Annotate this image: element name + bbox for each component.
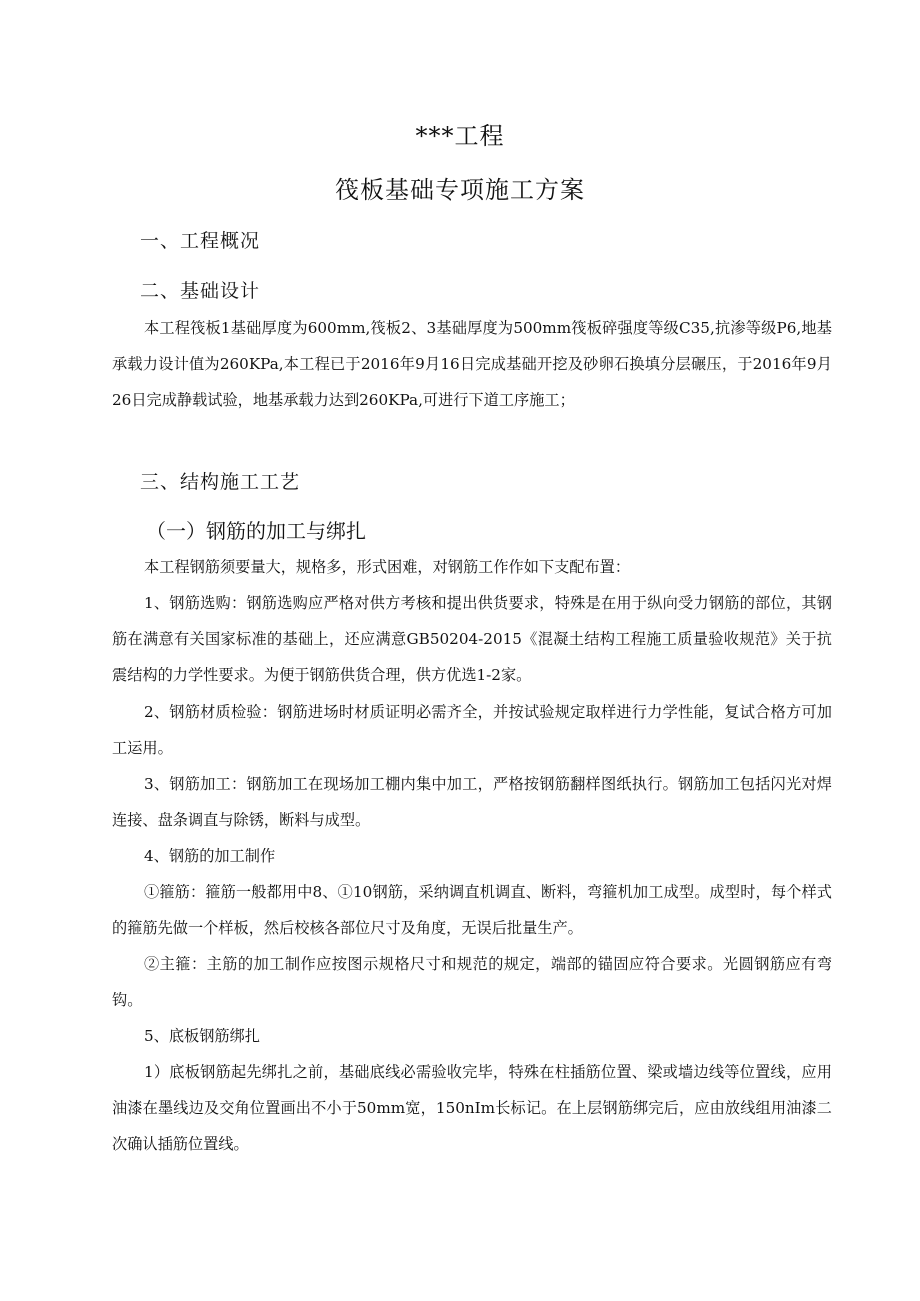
paragraph-rebar-intro: 本工程钢筋须要量大，规格多，形式困难，对钢筋工作作如下支配布置： xyxy=(144,558,630,576)
paragraph-rebar-fabrication: 4、钢筋的加工制作 xyxy=(144,847,276,865)
section-heading-foundation-design: 二、基础设计 xyxy=(140,280,261,302)
document-title: ***工程 xyxy=(415,122,505,150)
paragraph-slab-binding-step1: 1）底板钢筋起先绑扎之前，基础底线必需验收完毕，特殊在柱插筋位置、梁或墙边线等位置线，应用油漆在墨线边及交角位置画出不小于50mm宽，150nIm长标记。在上层钢筋绑完后，应由放线组用油漆二次确认插筋位置线。 xyxy=(112,1063,832,1153)
paragraph-slab-binding: 5、底板钢筋绑扎 xyxy=(144,1027,260,1045)
section-heading-construction-process: 三、结构施工工艺 xyxy=(140,471,301,493)
subsection-heading-rebar: （一）钢筋的加工与绑扎 xyxy=(146,519,366,543)
paragraph-rebar-inspection: 2、钢筋材质检验：钢筋进场时材质证明必需齐全，并按试验规定取样进行力学性能，复试合格方可加工运用。 xyxy=(112,703,832,757)
paragraph-stirrup: ①箍筋：箍筋一般都用中8、①10钢筋，采纳调直机调直、断料，弯箍机加工成型。成型时，每个样式的箍筋先做一个样板，然后校核各部位尺寸及角度，无误后批量生产。 xyxy=(112,883,832,937)
paragraph-rebar-purchase: 1、钢筋选购：钢筋选购应严格对供方考核和提出供货要求，特殊是在用于纵向受力钢筋的部位，其钢筋在满意有关国家标准的基础上，还应满意GB50204-2015《混凝土结构工程施工质量验收规范》关于抗震结构的力学性要求。为便于钢筋供货合理，供方优选1-2家。 xyxy=(112,594,832,684)
section-heading-overview: 一、工程概况 xyxy=(140,230,261,252)
paragraph-main-bar: ②主箍：主筋的加工制作应按图示规格尺寸和规范的规定，端部的锚固应符合要求。光圆钢筋应有弯钩。 xyxy=(112,955,832,1009)
paragraph-rebar-processing: 3、钢筋加工：钢筋加工在现场加工棚内集中加工，严格按钢筋翻样图纸执行。钢筋加工包括闪光对焊连接、盘条调直与除锈，断料与成型。 xyxy=(112,775,832,829)
document-subtitle: 筏板基础专项施工方案 xyxy=(335,176,585,204)
paragraph-foundation-design: 本工程筏板1基础厚度为600mm,筏板2、3基础厚度为500mm筏板碎强度等级C35,抗渗等级P6,地基承载力设计值为260KPa,本工程已于2016年9月16日完成基础开挖及砂卵石换填分层碾压，于2016年9月26日完成静载试验，地基承载力达到260KPa,可进行下道工序施工； xyxy=(112,319,832,409)
